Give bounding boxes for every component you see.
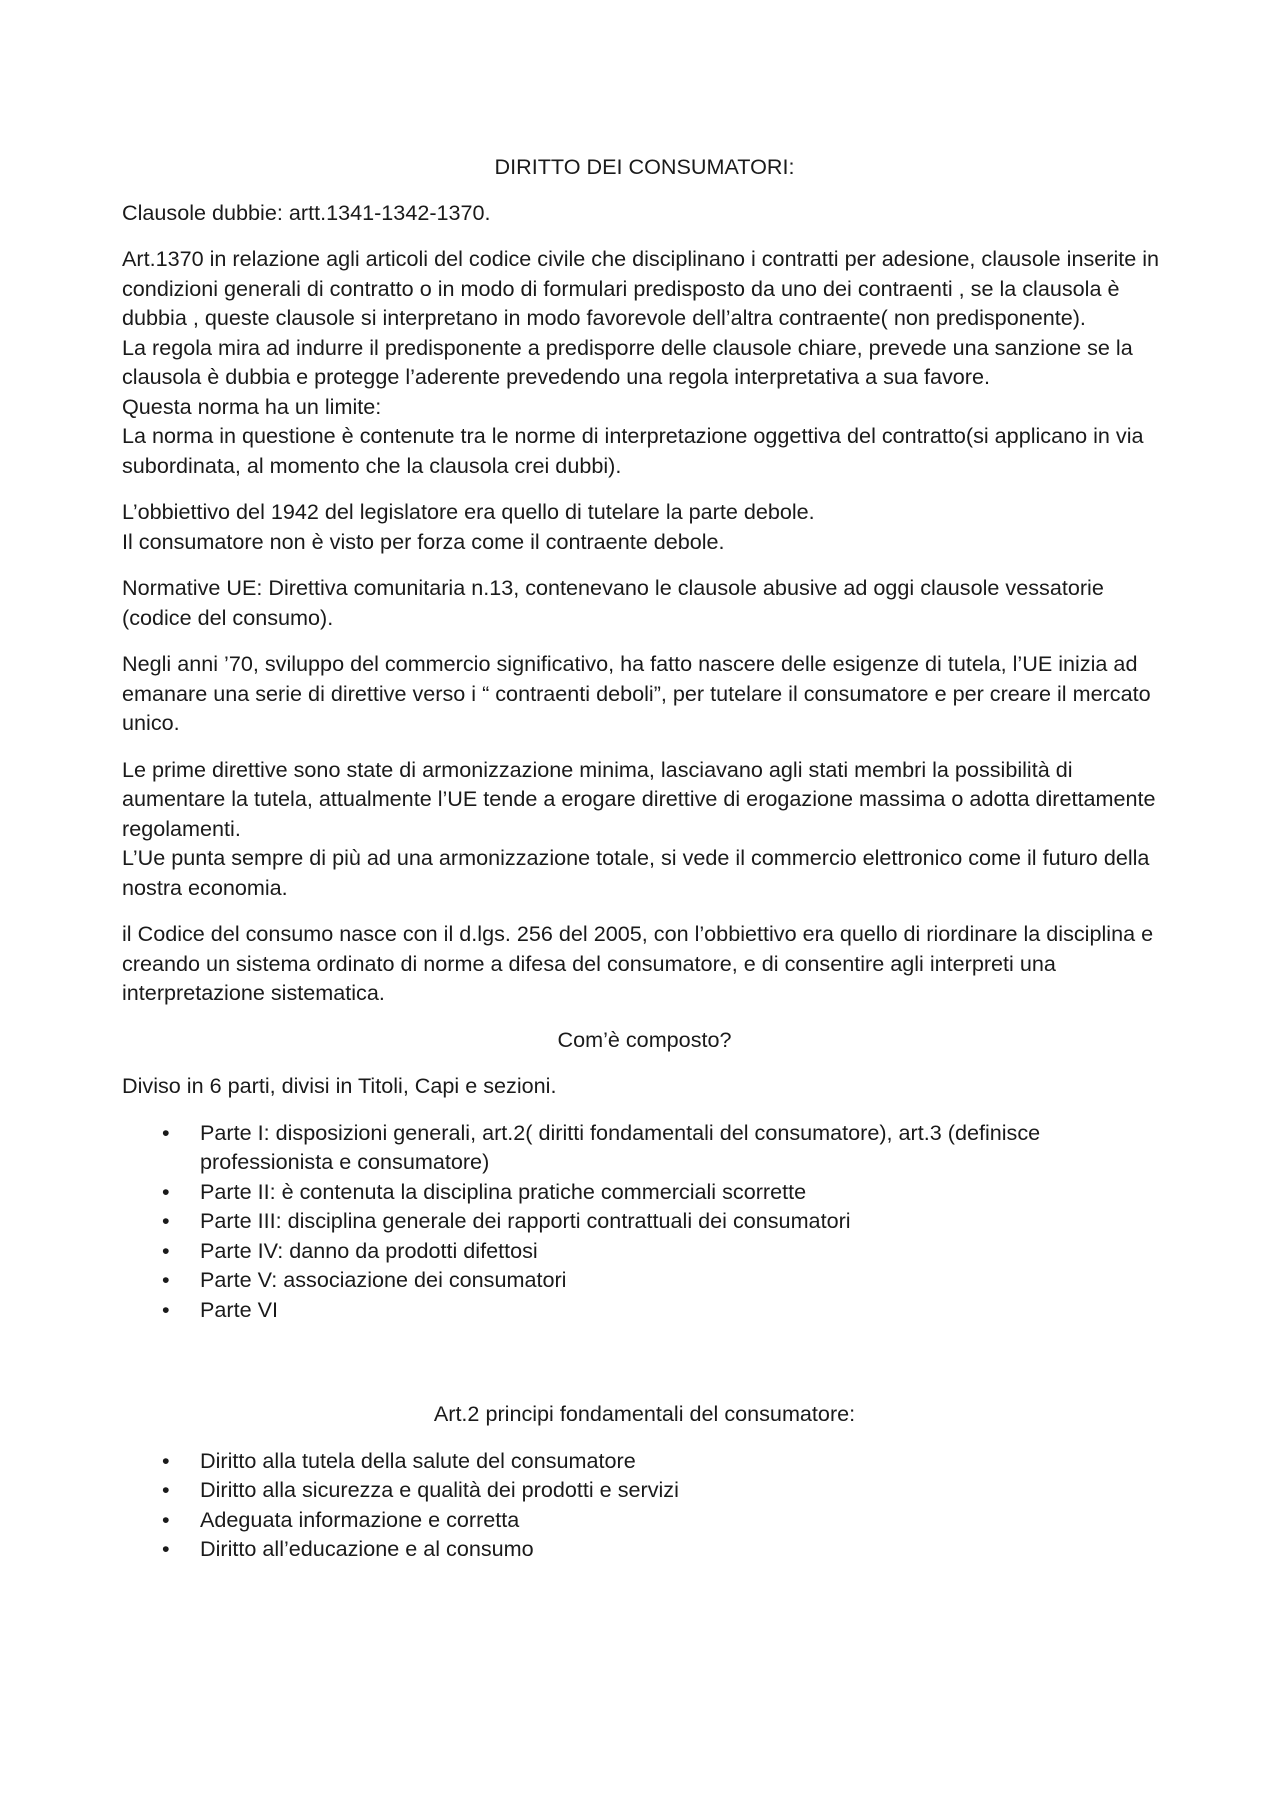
list-item-text: Adeguata informazione e corretta (200, 1506, 520, 1532)
list-item-text: Parte VI (200, 1296, 279, 1322)
list-item-text: Parte V: associazione dei consumatori (200, 1267, 567, 1292)
bullet-icon: • (162, 1447, 170, 1473)
composto-heading: Com’è composto? (557, 1026, 732, 1052)
bullet-icon: • (162, 1477, 170, 1502)
list-item (122, 1534, 1167, 1564)
bullet-icon: • (162, 1208, 170, 1233)
codice-consumo-paragraph: il Codice del consumo nasce con il d.lgs. 256 del 2005, con l’obbiettivo era quello di riordinare la disciplina e creando un sistema ordinato di norme a difesa del consumatore, e di consentire agli interpreti una interpretazione sistematica. (122, 921, 1154, 1005)
normative-ue-paragraph: Normative UE: Direttiva comunitaria n.13, contenevano le clausole abusive ad oggi clausole vessatorie (codice del consumo). (122, 575, 1104, 630)
norma-paragraph: La norma in questione è contenute tra le norme di interpretazione oggettiva del contratto(si applicano in via subordinata, al momento che la clausola crei dubbi). (122, 423, 1144, 478)
consumatore-paragraph: Il consumatore non è visto per forza come il contraente debole. (122, 528, 725, 554)
bullet-icon: • (162, 1296, 170, 1322)
obbiettivo-paragraph: L’obbiettivo del 1942 del legislatore era quello di tutelare la parte debole. (122, 499, 815, 524)
anni-70-paragraph: Negli anni ’70, sviluppo del commercio significativo, ha fatto nascere delle esigenze di tutela, l’UE inizia ad emanare una serie di direttive verso i “ contraenti deboli”, per tutelare il consumatore e per creare il mercato unico. (122, 651, 1151, 735)
list-item (122, 1236, 1167, 1266)
armonizzazione-paragraph: L’Ue punta sempre di più ad una armonizzazione totale, si vede il commercio elettronico come il futuro della nostra economia. (122, 845, 1150, 900)
bullet-icon: • (162, 1536, 170, 1561)
list-item (122, 1118, 1167, 1177)
art2-heading: Art.2 principi fondamentali del consumatore: (433, 1401, 856, 1426)
list-item (122, 1475, 1167, 1505)
bullet-icon: • (162, 1178, 170, 1204)
limite-paragraph: Questa norma ha un limite: (122, 393, 382, 419)
bullet-icon: • (162, 1506, 170, 1532)
parti-list (122, 1118, 1167, 1325)
list-item-text: Parte IV: danno da prodotti difettosi (200, 1237, 538, 1263)
list-item-text: Diritto alla sicurezza e qualità dei prodotti e servizi (200, 1477, 679, 1502)
list-item (122, 1177, 1167, 1207)
bullet-icon: • (162, 1237, 170, 1263)
list-item-text: Diritto all’educazione e al consumo (200, 1536, 534, 1561)
document-title: DIRITTO DEI CONSUMATORI: (494, 154, 795, 179)
list-item-text: Parte II: è contenuta la disciplina pratiche commerciali scorrette (200, 1178, 807, 1204)
art1370-paragraph: Art.1370 in relazione agli articoli del codice civile che disciplinano i contratti per adesione, clausole inserite in condizioni generali di contratto o in modo di formulari predisposto da uno dei contraenti , se la clausola è dubbia , queste clausole si interpretano in modo favorevole dell’altra contraente( non predisponente). (122, 246, 1160, 330)
bullet-icon: • (162, 1267, 170, 1292)
list-item (122, 1265, 1167, 1295)
list-item (122, 1505, 1167, 1535)
bullet-icon: • (162, 1119, 170, 1145)
principi-list (122, 1446, 1167, 1564)
regola-paragraph: La regola mira ad indurre il predisponente a predisporre delle clausole chiare, prevede una sanzione se la clausola è dubbia e protegge l’aderente prevedendo una regola interpretativa a sua favore. (122, 334, 1133, 389)
document-page (122, 152, 1167, 1581)
list-item-text: Parte III: disciplina generale dei rapporti contrattuali dei consumatori (200, 1208, 851, 1233)
list-item (122, 1206, 1167, 1236)
list-item-text: Parte I: disposizioni generali, art.2( diritti fondamentali del consumatore), art.3 (definisce professionista e consumatore) (200, 1119, 1041, 1174)
section-spacer (122, 1341, 1167, 1399)
diviso-paragraph: Diviso in 6 parti, divisi in Titoli, Capi e sezioni. (122, 1073, 557, 1098)
list-item (122, 1446, 1167, 1476)
prime-direttive-paragraph: Le prime direttive sono state di armonizzazione minima, lasciavano agli stati membri la possibilità di aumentare la tutela, attualmente l’UE tende a erogare direttive di erogazione massima o adotta direttamente regolamenti. (122, 756, 1156, 841)
clausole-dubbie-paragraph: Clausole dubbie: artt.1341-1342-1370. (122, 199, 491, 225)
list-item-text: Diritto alla tutela della salute del consumatore (200, 1447, 636, 1473)
list-item (122, 1295, 1167, 1325)
